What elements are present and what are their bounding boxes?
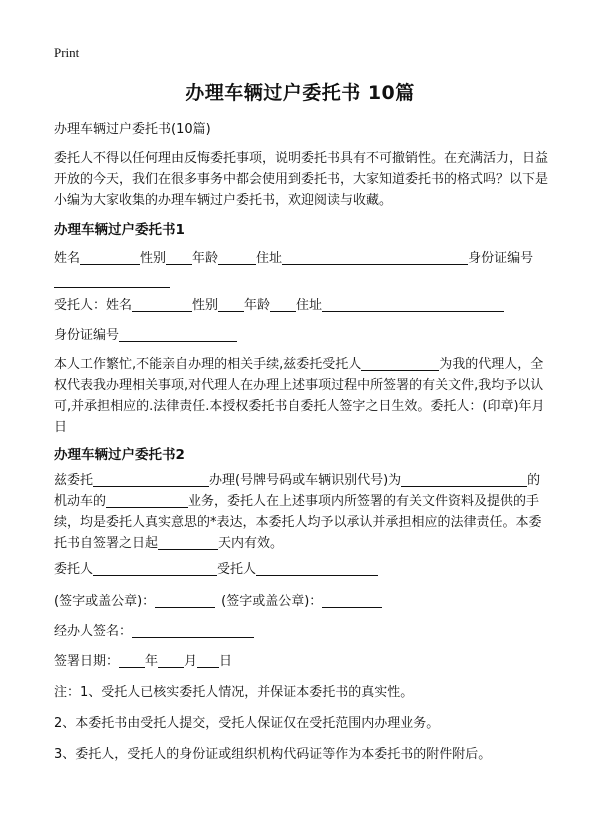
agent-address-label: 住址	[296, 298, 323, 313]
month-label: 月	[184, 654, 198, 669]
agent-blank[interactable]	[256, 561, 378, 576]
delegate-blank[interactable]	[361, 356, 439, 371]
section1-body	[54, 354, 550, 438]
agent-sign-blank[interactable]	[322, 593, 382, 608]
id-label: 身份证编号	[468, 251, 534, 266]
section1-heading: 办理车辆过户委托书1	[54, 222, 185, 238]
agent-id-blank[interactable]	[119, 327, 237, 342]
client-agent-row	[54, 560, 550, 580]
year-label: 年	[145, 654, 159, 669]
section2-text-a: 兹委托	[54, 473, 94, 488]
section1-row3	[54, 326, 550, 346]
id-number-blank[interactable]	[54, 273, 170, 288]
agent-age-blank[interactable]	[270, 297, 296, 312]
agent-address-blank[interactable]	[322, 297, 504, 312]
day-blank[interactable]	[197, 653, 219, 668]
age-label: 年龄	[192, 251, 219, 266]
agent-name-label: 受托人：姓名	[54, 298, 133, 313]
agent-name-blank[interactable]	[132, 297, 192, 312]
address-label: 住址	[256, 251, 283, 266]
entrust-blank[interactable]	[93, 472, 209, 487]
page-title: 办理车辆过户委托书 10篇	[185, 82, 415, 104]
section1-body-b: 为我的代理人，全权代表我办理相关事项,对代理人在办理上述事项过程中所签署的有关文件,我均予以认可,并承担相应的.法律责任.本授权委托书自委托人签字之日生效。委托人：(印章)年月日	[54, 357, 545, 435]
plate-blank[interactable]	[401, 472, 527, 487]
client-sign-label: (签字或盖公章)：	[54, 594, 156, 609]
month-blank[interactable]	[158, 653, 184, 668]
section1-row1	[54, 249, 550, 269]
gender-label: 性别	[140, 251, 167, 266]
section1-body-a: 本人工作繁忙,不能亲自办理的相关手续,兹委托受托人	[54, 357, 362, 372]
section1-row2	[54, 296, 550, 316]
document-subtitle: 办理车辆过户委托书(10篇)	[54, 122, 211, 137]
section2-body	[54, 470, 550, 554]
days-blank[interactable]	[158, 535, 218, 550]
age-blank[interactable]	[218, 250, 256, 265]
section2-text-b: 办理(号牌号码或车辆识别代号)为	[209, 473, 402, 488]
date-label: 签署日期：	[54, 654, 120, 669]
agent-gender-label: 性别	[192, 298, 219, 313]
agent-gender-blank[interactable]	[218, 297, 244, 312]
note-2: 2、本委托书由受托人提交，受托人保证仅在受托范围内办理业务。	[54, 716, 440, 731]
gender-blank[interactable]	[166, 250, 192, 265]
client-label: 委托人	[54, 562, 94, 577]
section2-text-c: 的机动车的	[54, 473, 541, 509]
address-blank[interactable]	[282, 250, 468, 265]
agent-label: 受托人	[217, 562, 257, 577]
section2-text-e: 天内有效。	[218, 536, 284, 551]
id-blank-row	[54, 272, 550, 292]
handler-blank[interactable]	[132, 623, 254, 638]
print-link[interactable]: Print	[54, 45, 80, 60]
handler-row	[54, 622, 550, 642]
day-label: 日	[219, 654, 233, 669]
section2-text-d: 业务，委托人在上述事项内所签署的有关文件资料及提供的手续，均是委托人真实意思的*表达，本委托人均予以承认并承担相应的法律责任。本委托书自签署之日起	[54, 494, 542, 551]
client-blank[interactable]	[93, 561, 217, 576]
business-blank[interactable]	[106, 493, 188, 508]
intro-paragraph: 委托人不得以任何理由反悔委托事项，说明委托书具有不可撤销性。在充满活力，日益开放的今天，我们在很多事务中都会使用到委托书，大家知道委托书的格式吗？以下是小编为大家收集的办理车辆过户委托书，欢迎阅读与收藏。	[54, 151, 549, 208]
agent-sign-label: (签字或盖公章)：	[221, 594, 323, 609]
name-blank[interactable]	[80, 250, 140, 265]
year-blank[interactable]	[119, 653, 145, 668]
date-row	[54, 652, 550, 672]
signature-row	[54, 592, 550, 612]
note-1: 注：1、受托人已核实委托人情况，并保证本委托书的真实性。	[54, 685, 414, 700]
agent-id-label: 身份证编号	[54, 328, 120, 343]
handler-label: 经办人签名：	[54, 624, 133, 639]
note-3: 3、委托人，受托人的身份证或组织机构代码证等作为本委托书的附件附后。	[54, 747, 492, 762]
agent-age-label: 年龄	[244, 298, 271, 313]
section2-heading: 办理车辆过户委托书2	[54, 447, 185, 463]
name-label: 姓名	[54, 251, 81, 266]
client-sign-blank[interactable]	[155, 593, 215, 608]
